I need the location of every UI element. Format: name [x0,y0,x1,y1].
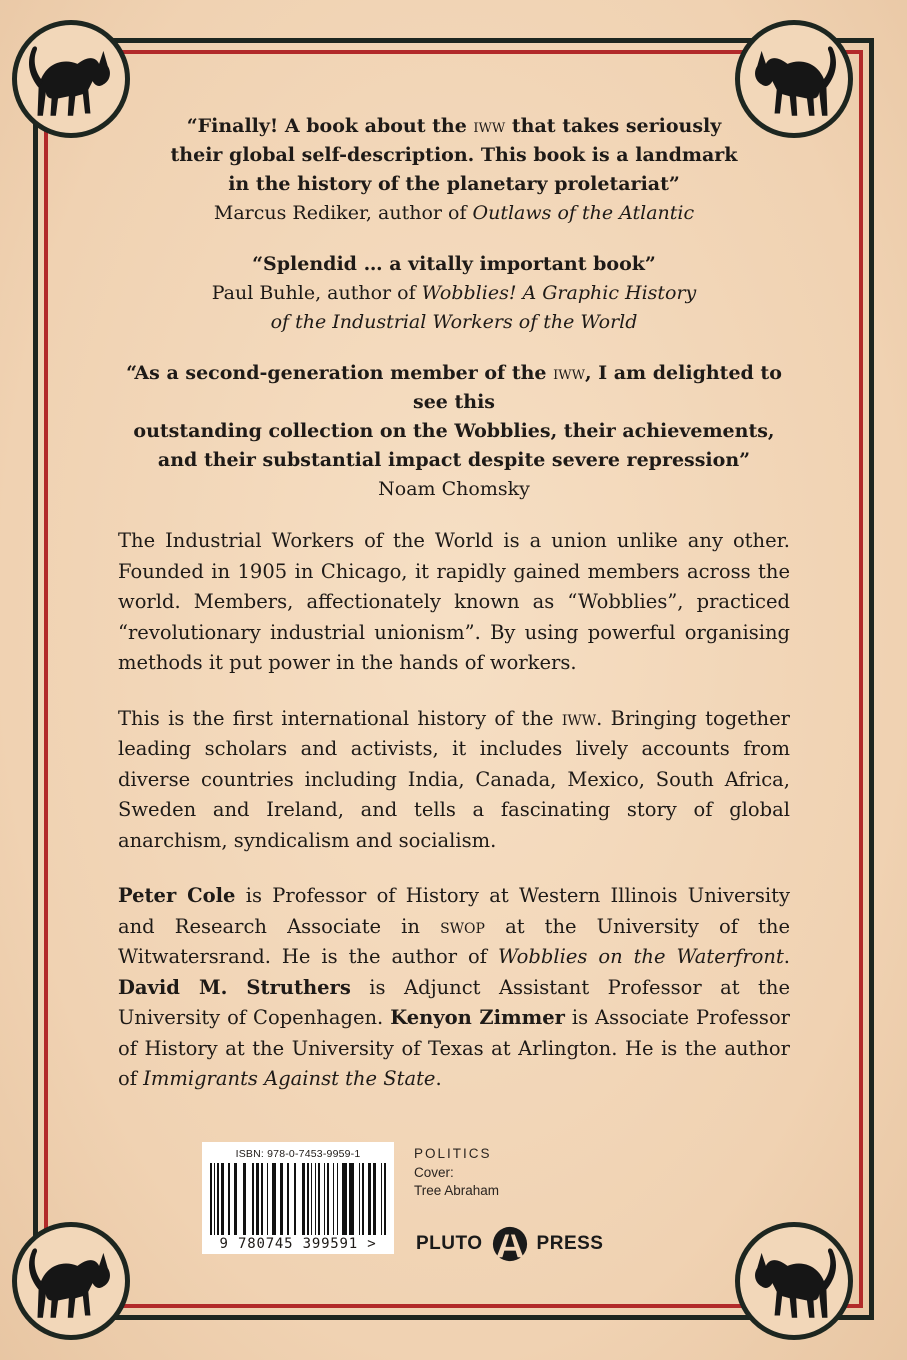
barcode-bar [333,1163,335,1235]
publisher-name-right: PRESS [536,1233,604,1254]
text-run: Paul Buhle, author of [211,282,422,304]
barcode-bar [349,1163,354,1235]
barcode-bar [228,1163,230,1235]
barcode-bar [359,1163,361,1235]
black-cat-icon-bottom-right [735,1222,853,1340]
barcode-bar [256,1163,259,1235]
text-run: David M. Struthers [118,975,351,999]
barcode-bar [337,1163,339,1235]
text-run: This is the first international history of the [118,706,562,730]
back-cover-content [118,112,790,1120]
text-run: in the history of the planetary proletariat” [228,173,680,195]
text-run: iww [561,706,597,730]
quote-line [118,359,790,417]
text-run: . [783,945,790,968]
description-paragraphs [118,526,790,1095]
text-run: at the University of the Witwatersrand. He is the author of [118,914,790,968]
publisher-logo [416,1220,656,1268]
text-run: iww [473,115,506,137]
text-run: . Bringing together leading scholars and activists, it includes lively accounts from diverse countries including India, Canada, Mexico, South Africa, Sweden and Ireland, and tells a fascinating story of global anarchism, syndicalism and socialism. [118,706,790,852]
black-cat-icon-top-left [12,20,130,138]
endorsement-quote [118,359,790,504]
text-run: “Splendid … a vitally important book” [252,253,656,275]
text-run: Wobblies on the Waterfront [497,945,784,968]
barcode-bar [315,1163,317,1235]
description-paragraph [118,526,790,679]
text-run: is Associate Professor of History at the University of Texas at Arlington. He is the author of [118,1006,791,1090]
description-paragraph [118,704,790,857]
text-run: The Industrial Workers of the World is a union unlike any other. Founded in 1905 in Chicago, it rapidly gained members across the world. Members, affectionately known as “Wobblies”, practiced “revolutionary industrial unionism”. By using powerful organising methods it put power in the hands of workers. [118,529,790,674]
text-run: of the Industrial Workers of the World [270,311,638,333]
quote-attribution [118,308,790,337]
category-and-credits [414,1145,499,1200]
text-run: that takes seriously [505,115,722,137]
text-run: “As a second-generation member of the [126,362,554,384]
barcode-bar [280,1163,283,1235]
category-label: POLITICS [414,1146,492,1161]
endorsement-quote [118,250,790,337]
text-run: Marcus Rediker, author of [213,202,473,224]
text-run: Outlaws of the Atlantic [472,202,695,224]
barcode-bar [287,1163,289,1235]
text-run: their global self-description. This book is a landmark [170,144,738,166]
barcode-bar [261,1163,263,1235]
barcode-bar [294,1163,296,1235]
cover-label: Cover: [414,1165,454,1180]
quote-line [118,112,790,141]
barcode-bar [302,1163,305,1235]
barcode-bar [368,1163,371,1235]
text-run: is Professor of History at Western Illinois University and Research Associate in [118,884,790,938]
quote-attribution [118,475,790,504]
text-run: . [435,1067,442,1090]
text-run: Wobblies! A Graphic History [421,282,697,304]
barcode-bar [272,1163,275,1235]
text-run: iww [553,362,585,384]
text-run: swop [440,914,485,938]
text-run: Kenyon Zimmer [390,1006,565,1029]
text-run: Noam Chomsky [378,478,530,500]
quote-line [118,417,790,446]
endorsement-quote [118,112,790,228]
text-run: Peter Cole [118,884,236,907]
barcode-bar [221,1163,224,1235]
barcode-bar [210,1163,212,1235]
publisher-name-left: PLUTO [416,1233,483,1254]
quote-line [118,250,790,279]
barcode-bar [243,1163,246,1235]
quote-line [118,170,790,199]
description-paragraph [118,881,790,1095]
barcode-bar [214,1163,216,1235]
quote-attribution [118,279,790,308]
barcode-bar [327,1163,329,1235]
black-cat-icon-bottom-left [12,1222,130,1340]
barcode-bar [217,1163,219,1235]
pluto-logo-icon [491,1225,529,1263]
text-run: and their substantial impact despite severe repression” [157,449,751,471]
text-run: is Adjunct Assistant Professor at the University of Copenhagen. [118,975,790,1029]
barcode-bar [311,1163,313,1235]
quote-line [118,141,790,170]
endorsement-quotes [118,112,790,504]
barcode-bar [267,1163,269,1235]
isbn-digits: 9 780745 399591 > [219,1236,377,1252]
barcode-bar [342,1163,347,1235]
barcode-bar [307,1163,309,1235]
quote-line [118,446,790,475]
barcode-bar [252,1163,254,1235]
isbn-barcode [202,1142,394,1254]
barcode-bar [324,1163,326,1235]
cover-credit: Tree Abraham [414,1183,500,1198]
text-run: outstanding collection on the Wobblies, their achievements, [133,420,775,442]
barcode-bar [384,1163,386,1235]
text-run: Immigrants Against the State [143,1067,436,1090]
barcode-bar [234,1163,237,1235]
text-run: “Finally! A book about the [186,115,474,137]
isbn-label: ISBN: 978-0-7453-9959-1 [235,1148,361,1160]
quote-attribution [118,199,790,228]
barcode-bar [381,1163,383,1235]
text-run: , I am delighted to see this [413,362,782,413]
barcode-bar [373,1163,376,1235]
barcode-bar [318,1163,320,1235]
barcode-bars [210,1163,386,1235]
barcode-bar [362,1163,364,1235]
